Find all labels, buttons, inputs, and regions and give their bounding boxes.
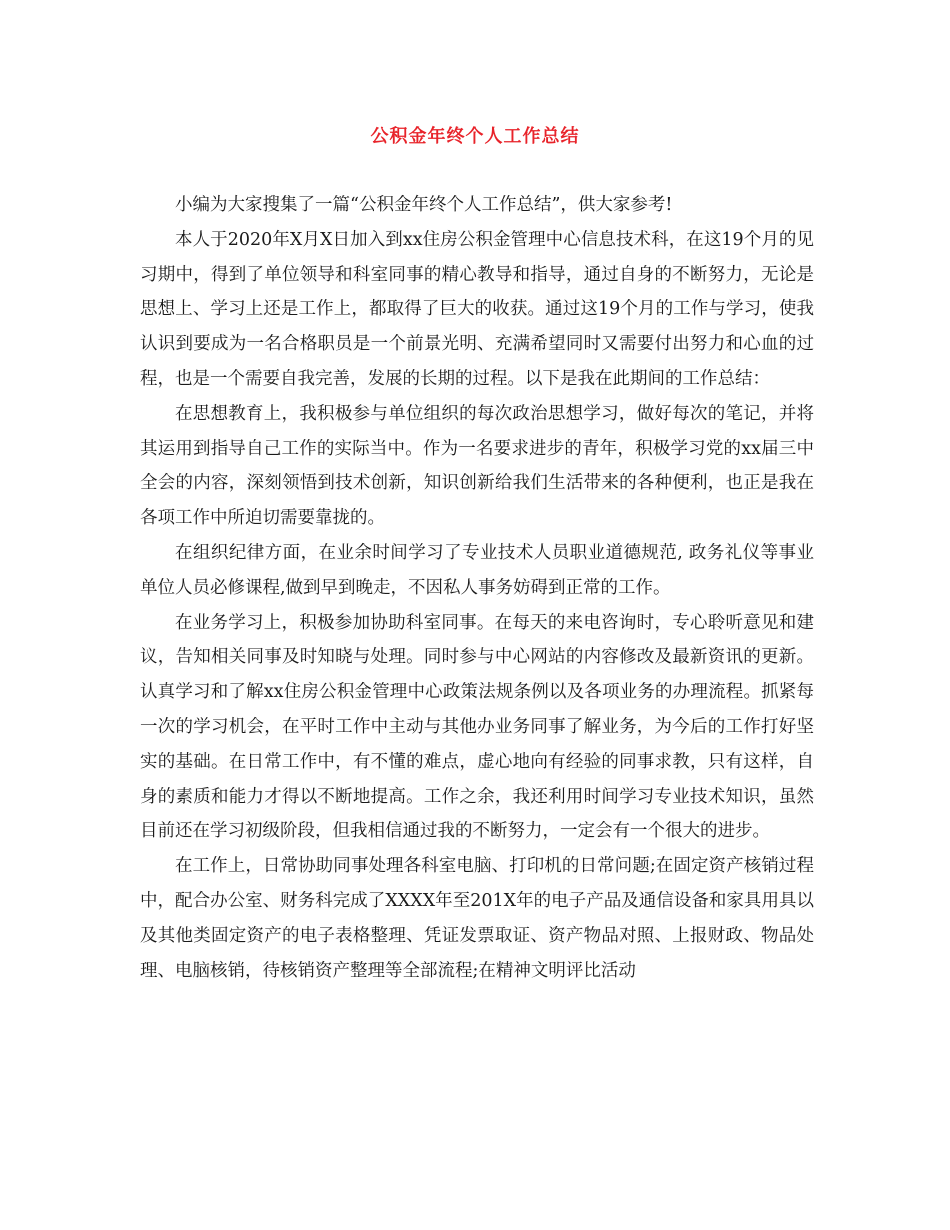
paragraph-intro: 小编为大家搜集了一篇“公积金年终个人工作总结”，供大家参考!	[175, 195, 673, 215]
document-body	[140, 188, 814, 988]
paragraph-work: 在工作上，日常协助同事处理各科室电脑、打印机的日常问题;在固定资产核销过程中，配合办公室、财务科完成了XXXX年至201X年的电子产品及通信设备和家具用具以及其他类固定资产的电子表格整理、凭证发票取证、资产物品对照、上报财政、物品处理、电脑核销，待核销资产整理等全部流程;在精神文明评比活动	[140, 856, 814, 981]
paragraph-discipline: 在组织纪律方面，在业余时间学习了专业技术人员职业道德规范, 政务礼仪等事业单位人员必修课程,做到早到晚走，不因私人事务妨碍到正常的工作。	[140, 542, 814, 598]
document-title: 公积金年终个人工作总结	[370, 126, 580, 147]
paragraph-background: 本人于2020年X月X日加入到xx住房公积金管理中心信息技术科，在这19个月的见习期中，得到了单位领导和科室同事的精心教导和指导，通过自身的不断努力，无论是思想上、学习上还是工作上，都取得了巨大的收获。通过这19个月的工作与学习，使我认识到要成为一名合格职员是一个前景光明、充满希望同时又需要付出努力和心血的过程，也是一个需要自我完善，发展的长期的过程。以下是我在此期间的工作总结：	[140, 229, 814, 389]
paragraph-ideology: 在思想教育上，我积极参与单位组织的每次政治思想学习，做好每次的笔记，并将其运用到指导自己工作的实际当中。作为一名要求进步的青年，积极学习党的xx届三中全会的内容，深刻领悟到技术创新，知识创新给我们生活带来的各种便利，也正是我在各项工作中所迫切需要靠拢的。	[140, 403, 814, 529]
paragraph-study: 在业务学习上，积极参加协助科室同事。在每天的来电咨询时，专心聆听意见和建议，告知相关同事及时知晓与处理。同时参与中心网站的内容修改及最新资讯的更新。认真学习和了解xx住房公积金管理中心政策法规条例以及各项业务的办理流程。抓紧每一次的学习机会，在平时工作中主动与其他办业务同事了解业务，为今后的工作打好坚实的基础。在日常工作中，有不懂的难点，虚心地向有经验的同事求教，只有这样，自身的素质和能力才得以不断地提高。工作之余，我还利用时间学习专业技术知识，虽然目前还在学习初级阶段，但我相信通过我的不断努力，一定会有一个很大的进步。	[140, 612, 814, 842]
